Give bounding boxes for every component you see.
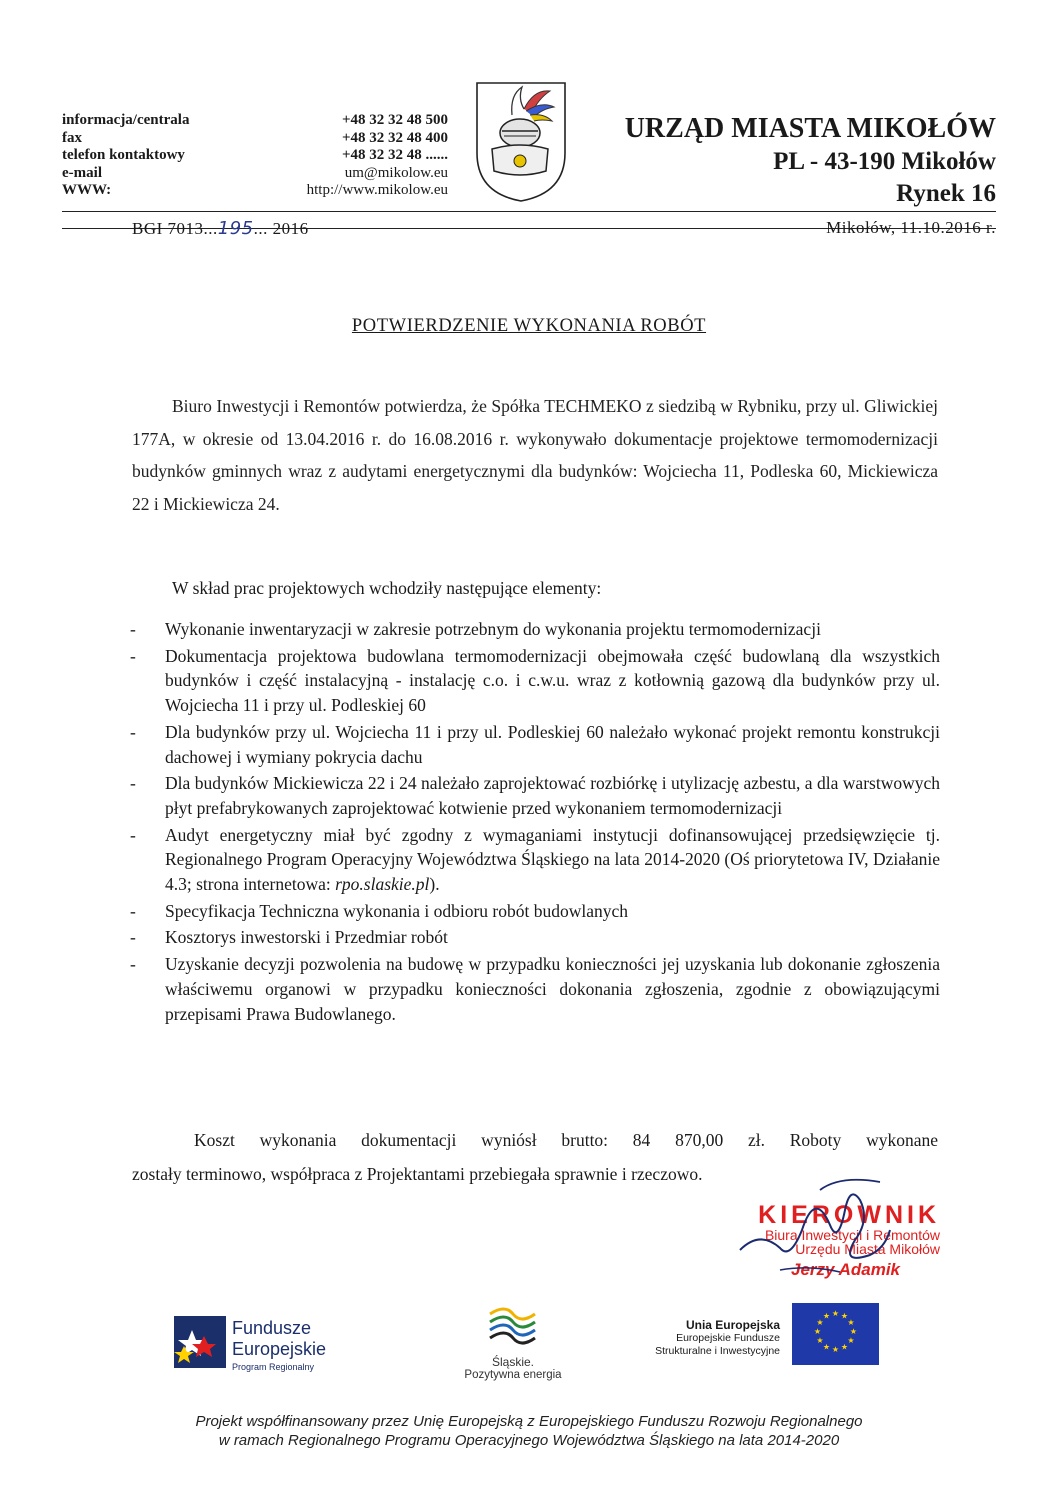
fe-line-1: Fundusze (232, 1318, 312, 1338)
slaskie-logo-icon (485, 1292, 540, 1352)
stamp-line-2: Urzędu Miasta Mikołów (795, 1241, 940, 1257)
list-item-text: Dla budynków przy ul. Wojciecha 11 i przy ul. Podleskiej 60 należało wykonać projekt remontu konstrukcji dachowej i wymiany pokrycia dachu (165, 721, 940, 767)
contact-phone: +48 32 32 48 ...... (341, 147, 448, 163)
office-address (625, 112, 996, 210)
list-item-text: Wykonanie inwentaryzacji w zakresie potrzebnym do wykonania projektu termomodernizacji (165, 619, 821, 639)
list-item (130, 823, 940, 897)
slaskie-text (448, 1355, 578, 1381)
fundusze-europejskie-logo-icon (170, 1312, 230, 1372)
footer-line-1: Projekt współfinansowany przez Unię Europejską z Europejskiego Funduszu Rozwoju Regionalnego (195, 1413, 863, 1430)
reference-handwritten: 195 (217, 218, 254, 239)
list-item-text: Dla budynków Mickiewicza 22 i 24 należało zaprojektować rozbiórkę i utylizację azbestu, a dla warstwowych płyt prefabrykowanych zaprojektować kotwienie przed wykonaniem termomodernizacji (165, 773, 940, 818)
svg-text:★: ★ (816, 1318, 824, 1327)
work-elements-list (130, 617, 940, 1028)
list-item-text: Kosztorys inwestorski i Przedmiar robót (165, 927, 448, 948)
footer-line-2: w ramach Regionalnego Programu Operacyjnego Województwa Śląskiego na lata 2014-2020 (218, 1432, 840, 1449)
svg-text:★: ★ (840, 1311, 849, 1321)
svg-text:★: ★ (831, 1309, 840, 1318)
eu-line-3: Strukturalne i Inwestycyjne (655, 1345, 780, 1357)
stamp-signer: Jerzy Adamik (791, 1260, 900, 1279)
handwritten-signature-icon (720, 1170, 900, 1290)
svg-text:★: ★ (831, 1345, 840, 1354)
contact-label: WWW: (62, 182, 112, 198)
list-item (130, 617, 940, 642)
dash-marker: - (130, 619, 136, 639)
stamp-title: KIEROWNIK (758, 1201, 940, 1229)
office-name: URZĄD MIASTA MIKOŁÓW (624, 113, 996, 144)
contact-label: fax (62, 129, 82, 146)
svg-text:★: ★ (847, 1336, 855, 1345)
sl-line-1: Śląskie. (491, 1355, 535, 1369)
cost-line-1: Koszt wykonania dokumentacji wyniósł brutto: 84 870,00 zł. Roboty wykonane (194, 1130, 938, 1150)
website-link[interactable]: http://www.mikolow.eu (306, 182, 448, 198)
reference-number (132, 218, 309, 239)
svg-text:★: ★ (822, 1311, 831, 1321)
fax-number: +48 32 32 48 400 (341, 129, 448, 146)
email-link[interactable]: um@mikolow.eu (344, 164, 448, 181)
list-item (130, 899, 940, 924)
list-item (130, 925, 940, 950)
svg-text:★: ★ (840, 1342, 849, 1352)
dash-marker: - (130, 773, 136, 794)
dash-marker: - (130, 824, 136, 845)
reference-prefix: BGI 7013. (132, 219, 209, 238)
eu-line-2: Europejskie Fundusze (676, 1332, 780, 1344)
list-item-text: Dokumentacja projektowa budowlana termomodernizacji obejmowała część budowlaną dla wszystkich budynków i część instalacyjną - instalację c.o. i c.w.u. wraz z kotłownią gazową dla budynków przy ul. Wojciecha 11 i przy ul. Podleskiej 60 (165, 645, 940, 716)
dash-marker: - (130, 900, 136, 921)
contact-label: e-mail (62, 164, 102, 181)
eu-text (610, 1318, 780, 1358)
document-title (0, 316, 1058, 337)
document-title-text: POTWIERDZENIE WYKONANIA ROBÓT (351, 316, 707, 336)
contact-values (255, 112, 448, 200)
list-lead: W skład prac projektowych wchodziły następujące elementy: (172, 578, 602, 598)
intro-block (132, 390, 938, 520)
funding-footer (0, 1412, 1058, 1450)
sl-line-2: Pozytywna energia (464, 1369, 562, 1381)
svg-text:★: ★ (816, 1336, 824, 1345)
contact-labels (62, 112, 189, 200)
list-item (130, 644, 940, 718)
office-street: Rynek 16 (896, 180, 996, 207)
list-item-text: Uzyskanie decyzji pozwolenia na budowę w przypadku konieczności jej uzyskania lub dokonanie zgłoszenia właściwemu organowi w przypadku konieczności dokonania zgłoszenia, zgodnie z obowiązującymi przepisami Prawa Budowlanego. (165, 954, 940, 1024)
city-date: Mikołów, 11.10.2016 r. (826, 218, 996, 237)
list-item (130, 720, 940, 769)
contact-label: informacja/centrala (62, 112, 190, 128)
cost-line-2: zostały terminowo, współpraca z Projektantami przebiegała sprawnie i rzeczowo. (132, 1164, 703, 1184)
dash-marker: - (130, 954, 136, 975)
stamp-line-1: Biura Inwestycji i Remontów (764, 1227, 940, 1243)
list-item-text: Audyt energetyczny miał być zgodny z wymaganiami instytucji dofinansowującej przedsięwzięcie tj. Regionalnego Program Operacyjny Województwa Śląskiego na lata 2014-2020 (Oś priorytetowa IV, Działanie 4.3; strona internetowa: (165, 824, 940, 895)
fundusze-europejskie-text (232, 1318, 326, 1372)
reference-dots: .. (208, 219, 218, 238)
list-item (130, 771, 940, 820)
list-item-tail: ). (429, 874, 440, 895)
svg-text:★: ★ (822, 1342, 831, 1352)
list-item (130, 952, 940, 1026)
intro-paragraph: Biuro Inwestycji i Remontów potwierdza, że Spółka TECHMEKO z siedzibą w Rybniku, przy ul. Gliwickiej 177A, w okresie od 13.04.2016 r. do 16.08.2016 r. wykonywało dokumentacje projektowe termomodernizacji budynków gminnych wraz z audytami energetycznymi dla budynków: Wojciecha 11, Podleska 60, Mickiewicza 22 i Mickiewicza 24. (132, 396, 938, 514)
phone-central: +48 32 32 48 500 (341, 112, 448, 128)
header-divider (62, 211, 996, 212)
dash-marker: - (130, 721, 136, 742)
svg-text:★: ★ (813, 1327, 822, 1336)
fe-line-3: Program Regionalny (232, 1362, 315, 1372)
dash-marker: - (130, 645, 136, 666)
contact-label: telefon kontaktowy (62, 147, 185, 163)
reference-dots: .. (253, 219, 264, 238)
svg-text:★: ★ (847, 1318, 855, 1327)
eu-line-1: Unia Europejska (685, 1318, 780, 1332)
eu-flag-icon (792, 1303, 879, 1365)
dash-marker: - (130, 927, 136, 948)
list-item-text: Specyfikacja Techniczna wykonania i odbioru robót budowlanych (165, 900, 629, 921)
rpo-link[interactable]: rpo.slaskie.pl (335, 874, 430, 895)
coat-of-arms-icon (472, 75, 570, 205)
reference-suffix: . 2016 (263, 219, 309, 238)
fe-line-2: Europejskie (232, 1339, 327, 1359)
office-postal: PL - 43-190 Mikołów (773, 148, 996, 175)
svg-text:★: ★ (849, 1327, 858, 1336)
